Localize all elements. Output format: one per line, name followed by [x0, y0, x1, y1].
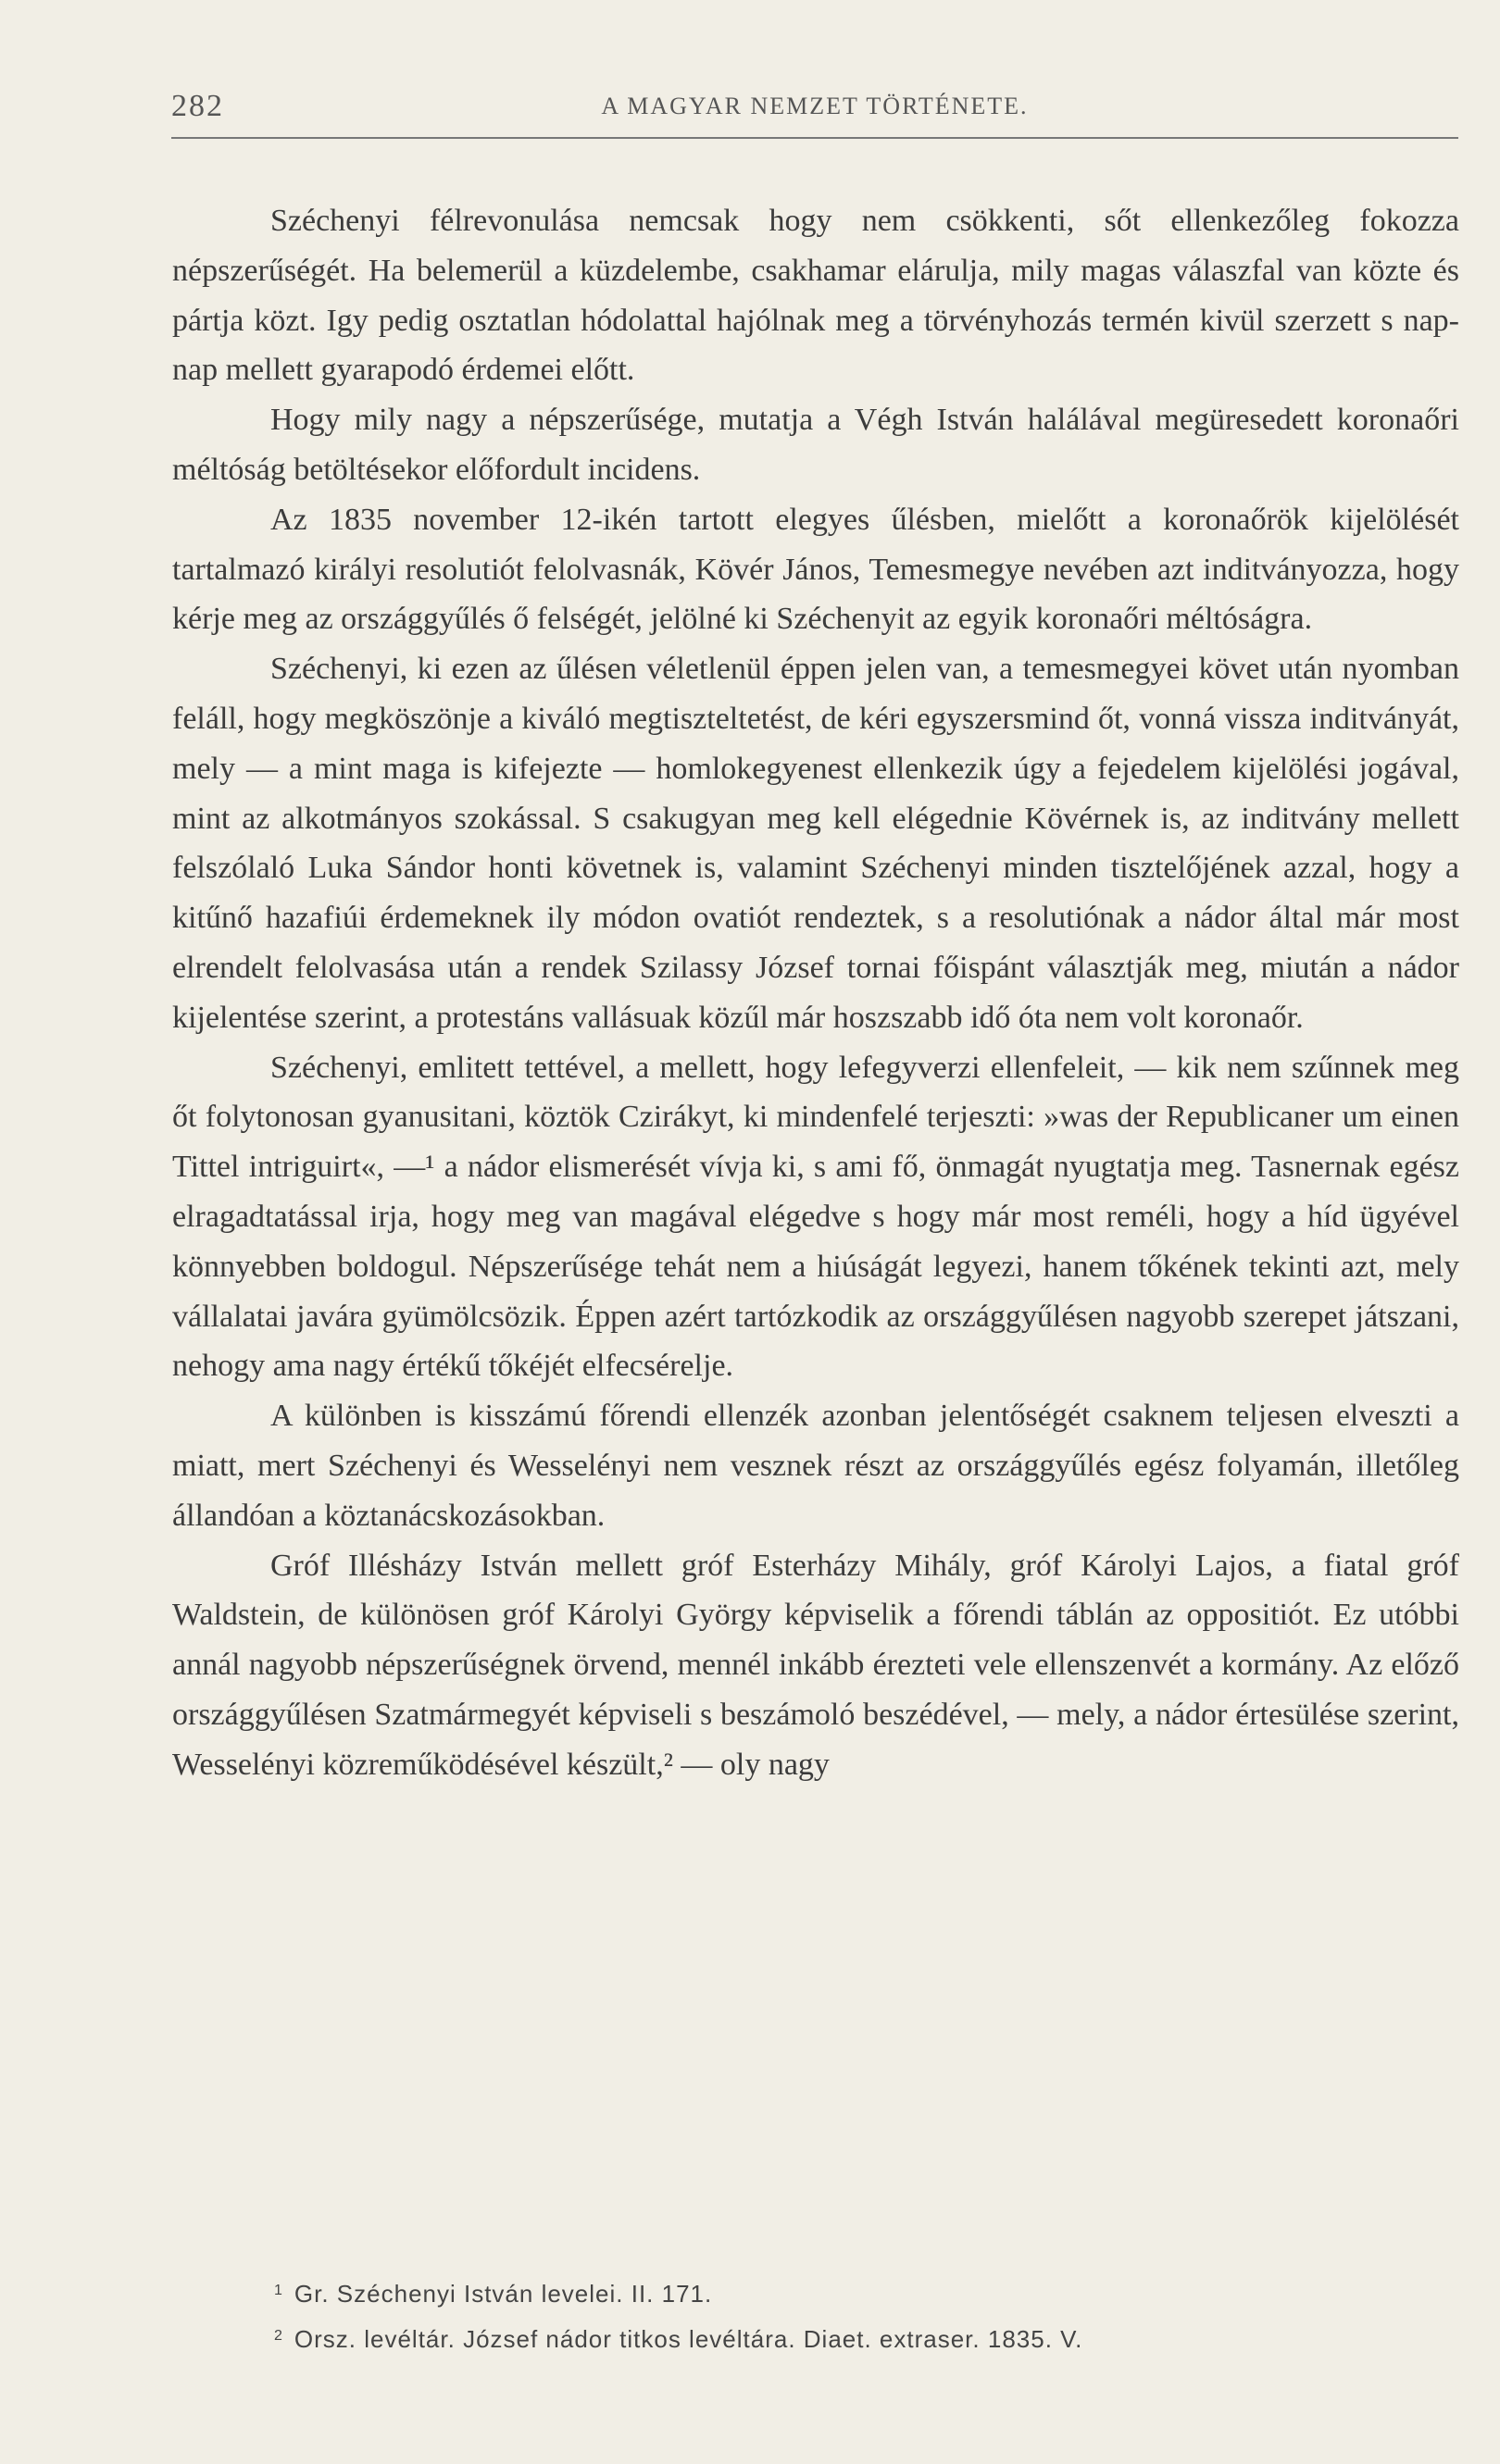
paragraph: Az 1835 november 12-ikén tartott elegyes űlésben, mielőtt a koronaőrök kijelölését tartalmazó királyi resolutiót felolvasnák, Kövér János, Temesmegye nevében azt inditványozza, hogy kérje meg az országgyűlés ő felségét, jelölné ki Széchenyit az egyik koronaőri méltóságra. — [172, 502, 1459, 637]
paragraph: Széchenyi, emlitett tettével, a mellett, hogy lefegyverzi ellenfeleit, — kik nem szűnnek meg őt folytonosan gyanusitani, köztök Czirákyt, ki mindenfelé terjeszti: »was der Republicaner um einen Tittel intriguirt«, —¹ a nádor elismerését vívja ki, s ami fő, önmagát nyugtatja meg. Tasnernak egész elragadtatással irja, hogy meg van magával elégedve s hogy már most reméli, hogy a híd ügyével könnyebben boldogul. Népszerűsége tehát nem a hiúságát legyezi, hanem tőkének tekinti azt, mely vállalatai javára gyümölcsözik. Éppen azért tartózkodik az országgyűlésen nagyobb szerepet játszani, nehogy ama nagy értékű tőkéjét elfecsérelje. — [172, 1050, 1459, 1384]
page-header — [171, 89, 1458, 126]
paragraph: Gróf Illésházy István mellett gróf Esterházy Mihály, gróf Károlyi Lajos, a fiatal gróf Waldstein, de különösen gróf Károlyi György képviselik a főrendi táblán az oppositiót. Ez utóbbi annál nagyobb népszerűségnek örvend, mennél inkább érezteti vele ellenszenvét a kormány. Az előző országgyűlésen Szatmármegyét képviseli s beszámoló beszédével, — mely, a nádor értesülése szerint, Wesselényi közreműködésével készült,² — oly nagy — [172, 1548, 1459, 1782]
paragraph: Széchenyi félrevonulása nemcsak hogy nem csökkenti, sőt ellenkezőleg fokozza népszerűségét. Ha belemerül a küzdelembe, csakhamar elárulja, mily magas válaszfal van közte és pártja közt. Igy pedig osztatlan hódolattal hajólnak meg a törvényhozás termén kivül szerzett s nap-nap mellett gyarapodó érdemei előtt. — [172, 204, 1459, 388]
paragraph: A különben is kisszámú főrendi ellenzék azonban jelentőségét csaknem teljesen elveszti a miatt, mert Széchenyi és Wesselényi nem vesznek részt az országgyűlés egész folyamán, illetőleg állandóan a köztanácskozásokban. — [172, 1399, 1459, 1533]
body-text — [172, 196, 1459, 1790]
footnote — [274, 2315, 1385, 2360]
footnote-text: Orsz. levéltár. József nádor titkos levéltára. Diaet. extraser. 1835. V. — [294, 2325, 1083, 2353]
paragraph: Hogy mily nagy a népszerűsége, mutatja a Végh István halálával megüresedett koronaőri méltóság betöltésekor előfordult incidens. — [172, 403, 1459, 487]
header-rule — [171, 137, 1458, 139]
footnote-text: Gr. Széchenyi István levelei. II. 171. — [294, 2280, 713, 2308]
footnote-mark: 2 — [274, 2328, 283, 2344]
page-number: 282 — [171, 89, 224, 123]
running-title: A MAGYAR NEMZET TÖRTÉNETE. — [601, 93, 1029, 119]
paragraph: Széchenyi, ki ezen az űlésen véletlenül éppen jelen van, a temesmegyei követ után nyomban feláll, hogy megköszönje a kiváló megtiszteltetést, de kéri egyszersmind őt, vonná vissza inditványát, mely — a mint maga is kifejezte — homlokegyenest ellenkezik úgy a fejedelem kijelölési jogával, mint az alkotmányos szokással. S csakugyan meg kell elégednie Kövérnek is, az inditvány mellett felszólaló Luka Sándor honti követnek is, valamint Széchenyi minden tisztelőjének azzal, hogy a kitűnő hazafiúi érdemeknek ily módon ovatiót rendeztek, s a resolutiónak a nádor által már most elrendelt felolvasása után a rendek Szilassy József tornai főispánt választják meg, miután a nádor kijelentése szerint, a protestáns vallásuak közűl már hoszszabb idő óta nem volt koronaőr. — [172, 652, 1459, 1035]
footnote-mark: 1 — [274, 2283, 283, 2298]
footnote — [274, 2270, 1385, 2315]
footnotes — [274, 2270, 1385, 2360]
